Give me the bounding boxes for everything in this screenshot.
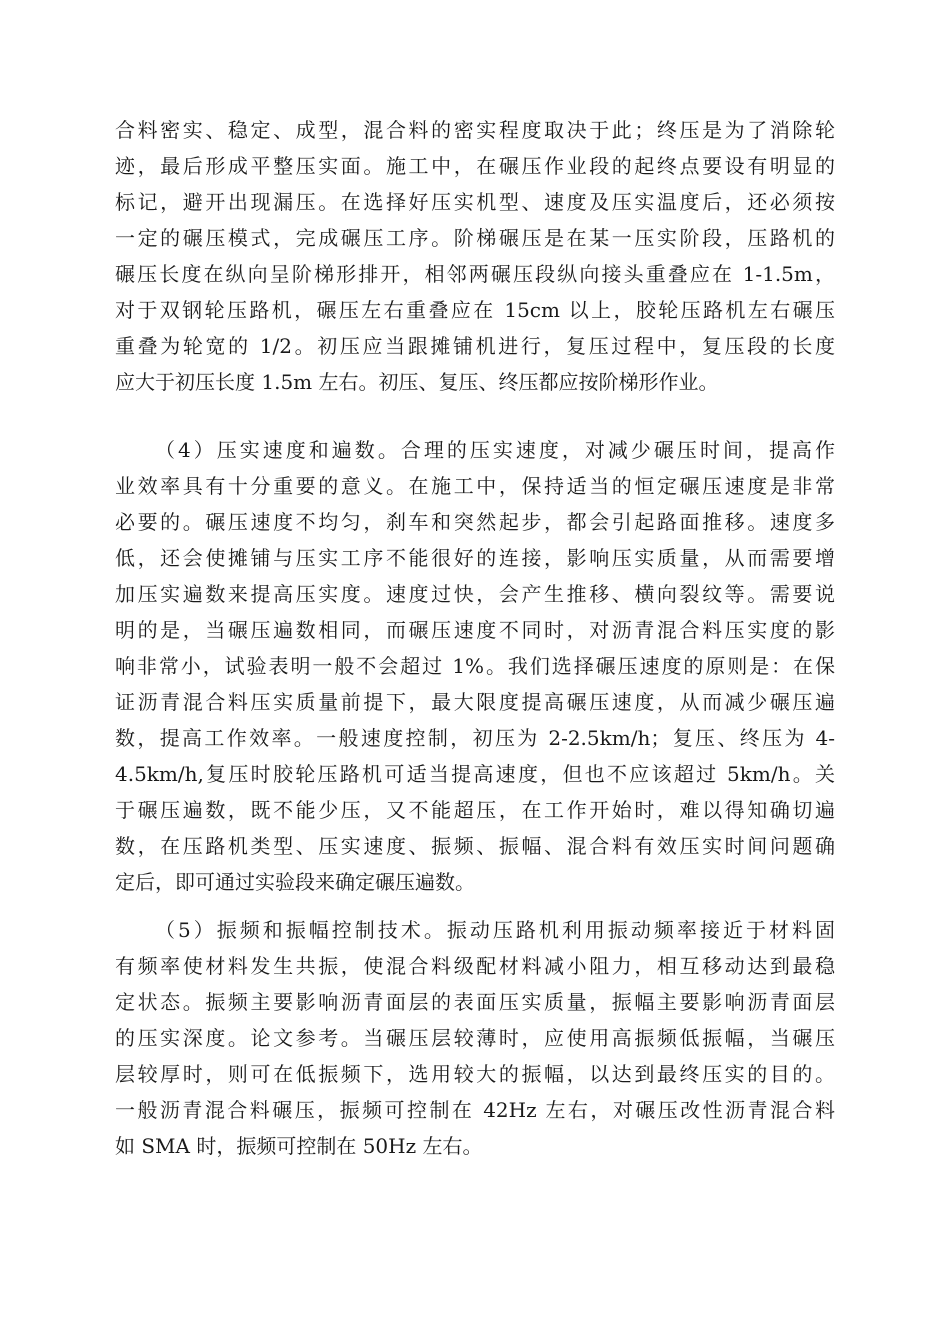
text-line: 重叠为轮宽的 1/2。初压应当跟摊铺机进行，复压过程中，复压段的长度	[115, 334, 835, 358]
text-line: 对于双钢轮压路机，碾压左右重叠应在 15cm 以上，胶轮压路机左右碾压	[115, 298, 835, 322]
text-line: 标记，避开出现漏压。在选择好压实机型、速度及压实温度后，还必须按	[115, 190, 835, 214]
text-line: 证沥青混合料压实质量前提下，最大限度提高碾压速度，从而减少碾压遍	[115, 690, 835, 714]
text-line: 必要的。碾压速度不均匀，刹车和突然起步，都会引起路面推移。速度多	[115, 510, 835, 534]
text-line: 于碾压遍数，既不能少压，又不能超压，在工作开始时，难以得知确切遍	[115, 798, 835, 822]
text-line: 一般沥青混合料碾压，振频可控制在 42Hz 左右，对碾压改性沥青混合料	[115, 1098, 835, 1122]
text-line: 合料密实、稳定、成型，混合料的密实程度取决于此；终压是为了消除轮	[115, 118, 835, 142]
text-line: 层较厚时，则可在低振频下，选用较大的振幅，以达到最终压实的目的。	[115, 1062, 835, 1086]
text-line: 一定的碾压模式，完成碾压工序。阶梯碾压是在某一压实阶段，压路机的	[115, 226, 835, 250]
text-line: （4）压实速度和遍数。合理的压实速度，对减少碾压时间，提高作	[155, 438, 835, 462]
text-line: 迹，最后形成平整压实面。施工中，在碾压作业段的起终点要设有明显的	[115, 154, 835, 178]
text-line: 数，在压路机类型、压实速度、振频、振幅、混合料有效压实时间问题确	[115, 834, 835, 858]
text-line: 低，还会使摊铺与压实工序不能很好的连接，影响压实质量，从而需要增	[115, 546, 835, 570]
text-line: 加压实遍数来提高压实度。速度过快，会产生推移、横向裂纹等。需要说	[115, 582, 835, 606]
text-line: 4.5km/h,复压时胶轮压路机可适当提高速度，但也不应该超过 5km/h。关	[115, 762, 835, 786]
text-line: 碾压长度在纵向呈阶梯形排开，相邻两碾压段纵向接头重叠应在 1-1.5m，	[115, 262, 835, 286]
text-line: 有频率使材料发生共振，使混合料级配材料减小阻力，相互移动达到最稳	[115, 954, 835, 978]
text-line: 应大于初压长度 1.5m 左右。初压、复压、终压都应按阶梯形作业。	[115, 370, 719, 394]
text-line: 响非常小，试验表明一般不会超过 1%。我们选择碾压速度的原则是：在保	[115, 654, 835, 678]
paragraph-speed-passes	[115, 432, 835, 900]
text-line: 定后，即可通过实验段来确定碾压遍数。	[115, 870, 475, 894]
paragraph-compaction-process	[115, 112, 835, 400]
text-line: 的压实深度。论文参考。当碾压层较薄时，应使用高振频低振幅，当碾压	[115, 1026, 835, 1050]
text-line: 业效率具有十分重要的意义。在施工中，保持适当的恒定碾压速度是非常	[115, 474, 835, 498]
text-line: 定状态。振频主要影响沥青面层的表面压实质量，振幅主要影响沥青面层	[115, 990, 835, 1014]
text-line: 明的是，当碾压遍数相同，而碾压速度不同时，对沥青混合料压实度的影	[115, 618, 835, 642]
text-line: （5）振频和振幅控制技术。振动压路机利用振动频率接近于材料固	[155, 918, 835, 942]
text-line: 数，提高工作效率。一般速度控制，初压为 2-2.5km/h；复压、终压为 4-	[115, 726, 835, 750]
text-line: 如 SMA 时，振频可控制在 50Hz 左右。	[115, 1134, 483, 1158]
paragraph-frequency-amplitude	[115, 912, 835, 1164]
